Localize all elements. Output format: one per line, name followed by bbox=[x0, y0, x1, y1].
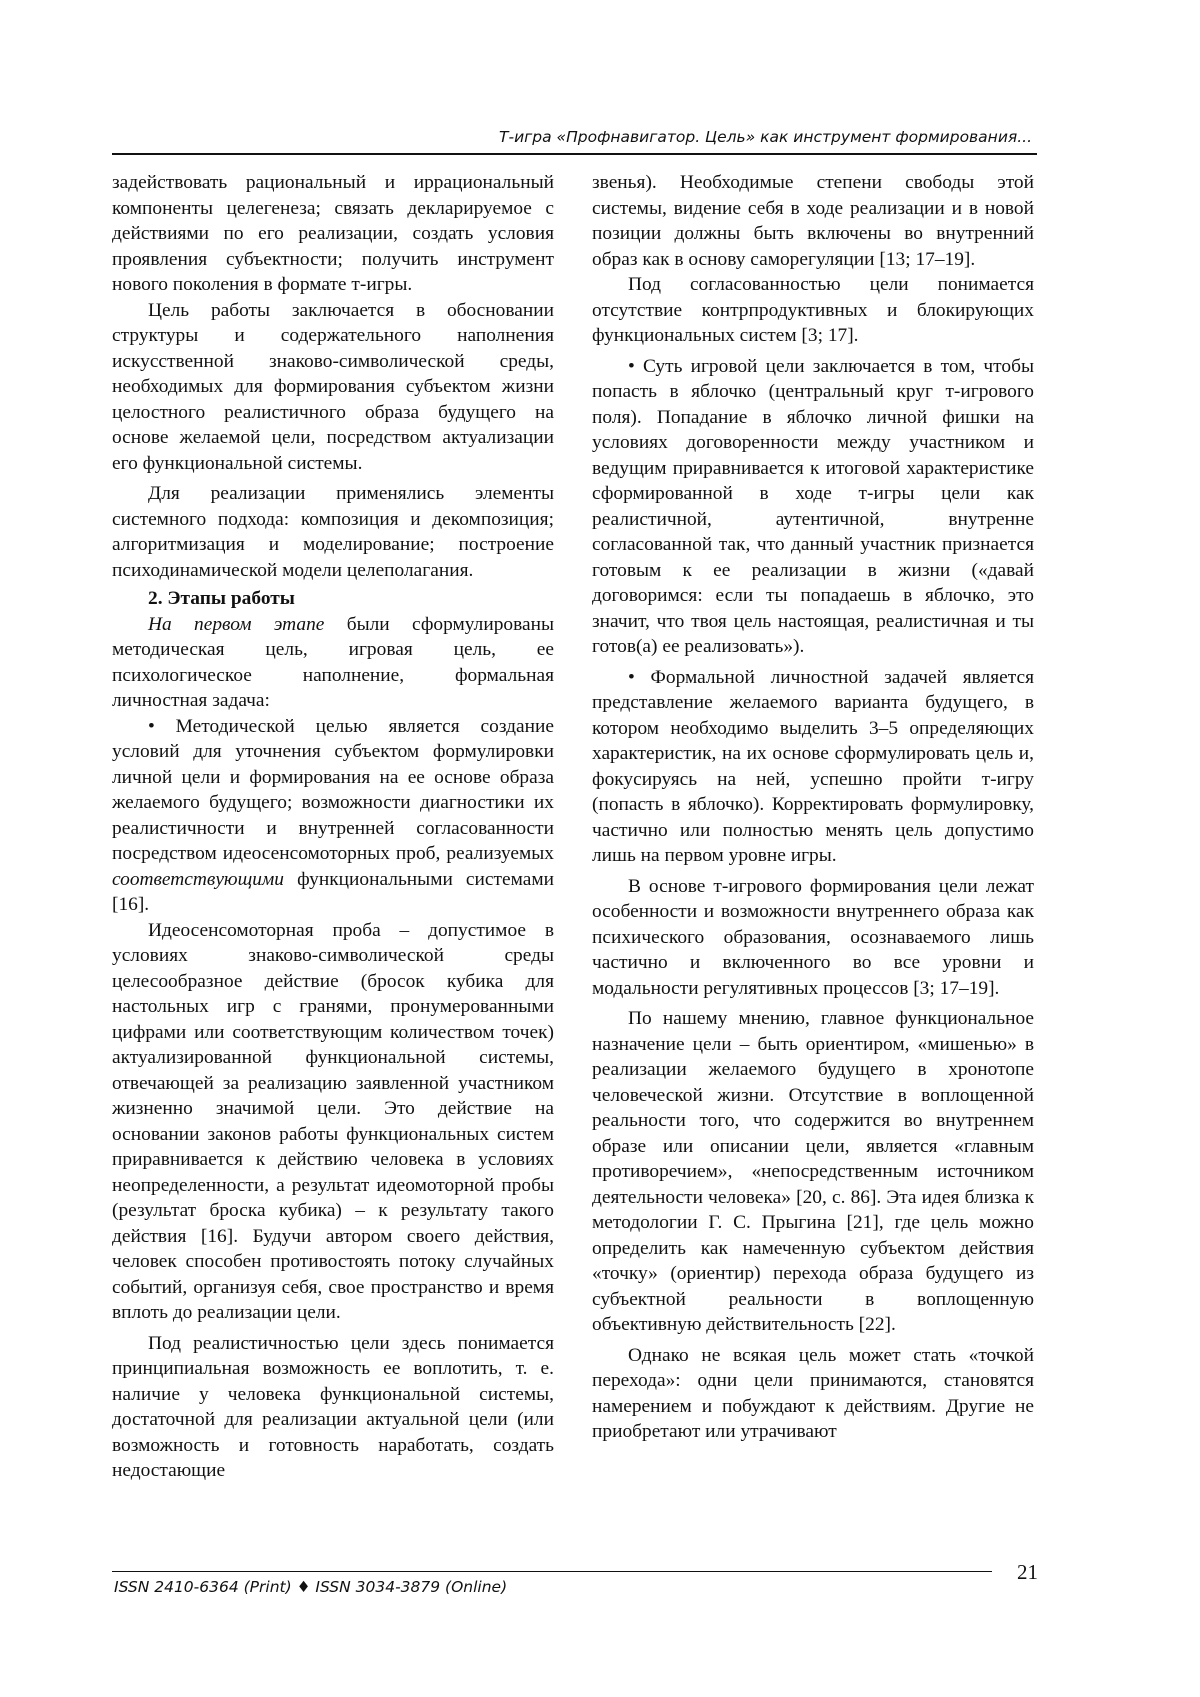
issn-line: ISSN 2410-6364 (Print) ♦ ISSN 3034-3879 (Online) bbox=[114, 1578, 508, 1596]
header-rule bbox=[112, 153, 1037, 155]
left-paragraph-4-text: были сформулированы методическая цель, игровая цель, ее психологическое наполнение, формальная личностная задача: bbox=[112, 613, 554, 711]
left-column bbox=[112, 170, 554, 1484]
right-paragraph-3: • Суть игровой цели заключается в том, чтобы попасть в яблочко (центральный круг т-игрового поля). Попадание в яблочко личной фишки на условиях договоренности между участником и ведущим приравнивается к итоговой характеристике сформированной в ходе т-игры цели как реалистичной, аутентичной, внутренне согласованной так, что данный участник признается готовым к ее реализации в жизни («давай договоримся: если ты попадаешь в яблочко, это значит, что твоя цель настоящая, реалистичная и ты готов(а) ее реализовать»). bbox=[592, 355, 1034, 657]
left-paragraph-3: Для реализации применялись элементы системного подхода: композиция и декомпозиция; алгоритмизация и моделирование; построение психодинамической модели целеполагания. bbox=[112, 483, 554, 581]
left-paragraph-1: задействовать рациональный и иррациональный компоненты целегенеза; связать декларируемое с действиями по его реализации, создать условия проявления субъектности; получить инструмент нового поколения в формате т-игры. bbox=[112, 172, 554, 295]
right-paragraph-7: Однако не всякая цель может стать «точкой перехода»: одни цели принимаются, становятся намерением и побуждают к действиям. Другие не приобретают или утрачивают bbox=[592, 1344, 1034, 1442]
right-paragraph-6: По нашему мнению, главное функциональное назначение цели – быть ориентиром, «мишенью» в реализации желаемого будущего в хронотопе человеческой жизни. Отсутствие в воплощенной реальности того, что содержится во внутреннем образе или описании цели, является «главным противоречием», «непосредственным источником деятельности человека» [20, с. 86]. Эта идея близка к методологии Г. С. Прыгина [21], где цель можно определить как намеченную субъектом действия «точку» (ориентир) перехода образа будущего из субъектной реальности в воплощенную объективную действительность [22]. bbox=[592, 1008, 1034, 1335]
footer-rule bbox=[112, 1571, 992, 1572]
left-paragraph-6: Идеосенсомоторная проба – допустимое в условиях знаково-символической среды целесообразное действие (бросок кубика для настольных игр с гранями, пронумерованными цифрами или соответствующим количеством точек) актуализированной функциональной системы, отвечающей за реализацию заявленной участником жизненно значимой цели. Это действие на основании законов работы функциональных систем приравнивается к действию человека в условиях неопределенности, а результат идеомоторной пробы (результат броска кубика) – к результату такого действия [16]. Будучи автором своего действия, человек способен противостоять потоку случайных событий, организуя себя, свое пространство и время вплоть до реализации цели. bbox=[112, 919, 554, 1323]
section-heading: 2. Этапы работы bbox=[148, 588, 295, 609]
right-column bbox=[592, 170, 1034, 1445]
right-paragraph-5: В основе т-игрового формирования цели лежат особенности и возможности внутреннего образа как психического образования, осознаваемого лишь частично и включенного во все уровни и модальности регулятивных процессов [3; 17–19]. bbox=[592, 875, 1034, 999]
page-number: 21 bbox=[1017, 1560, 1038, 1584]
left-paragraph-5-text: • Методической целью является создание условий для уточнения субъектом формулировки личной цели и формирования на ее основе образа желаемого будущего; возможности диагностики их реалистичности и внутренней согласованности посредством идеосенсомоторных проб, реализуемых bbox=[112, 715, 554, 864]
right-paragraph-2: Под согласованностью цели понимается отсутствие контрпродуктивных и блокирующих функциональных систем [3; 17]. bbox=[592, 274, 1034, 346]
right-paragraph-4: • Формальной личностной задачей является представление желаемого варианта будущего, в котором необходимо выделить 3–5 определяющих характеристик, на их основе сформулировать цель и, фокусируясь на ней, успешно пройти т-игру (попасть в яблочко). Корректировать формулировку, частично или полностью менять цель допустимо лишь на первом уровне игры. bbox=[592, 666, 1034, 866]
left-paragraph-4 bbox=[112, 612, 554, 714]
left-paragraph-7: Под реалистичностью цели здесь понимается принципиальная возможность ее воплотить, т. е. наличие у человека функциональной системы, достаточной для реализации актуальной цели (или возможность и готовность наработать, создать недостающие bbox=[112, 1332, 554, 1481]
left-paragraph-5-italic: соответствующими bbox=[112, 868, 284, 890]
stage-italic: На первом этапе bbox=[148, 613, 325, 635]
left-paragraph-2: Цель работы заключается в обосновании структуры и содержательного наполнения искусственной знаково-символической среды, необходимых для формирования субъектом жизни целостного реалистичного образа будущего на основе желаемой цели, посредством актуализации его функциональной системы. bbox=[112, 299, 554, 474]
running-title: Т-игра «Профнавигатор. Цель» как инструмент формирования... bbox=[499, 128, 1032, 146]
right-paragraph-1: звенья). Необходимые степени свободы этой системы, видение себя в ходе реализации и в новой позиции должны быть включены во внутренний образ как в основу саморегуляции [13; 17–19]. bbox=[592, 172, 1034, 270]
left-paragraph-5-end: функциональными системами [16]. bbox=[112, 868, 554, 915]
left-paragraph-5 bbox=[112, 714, 554, 918]
